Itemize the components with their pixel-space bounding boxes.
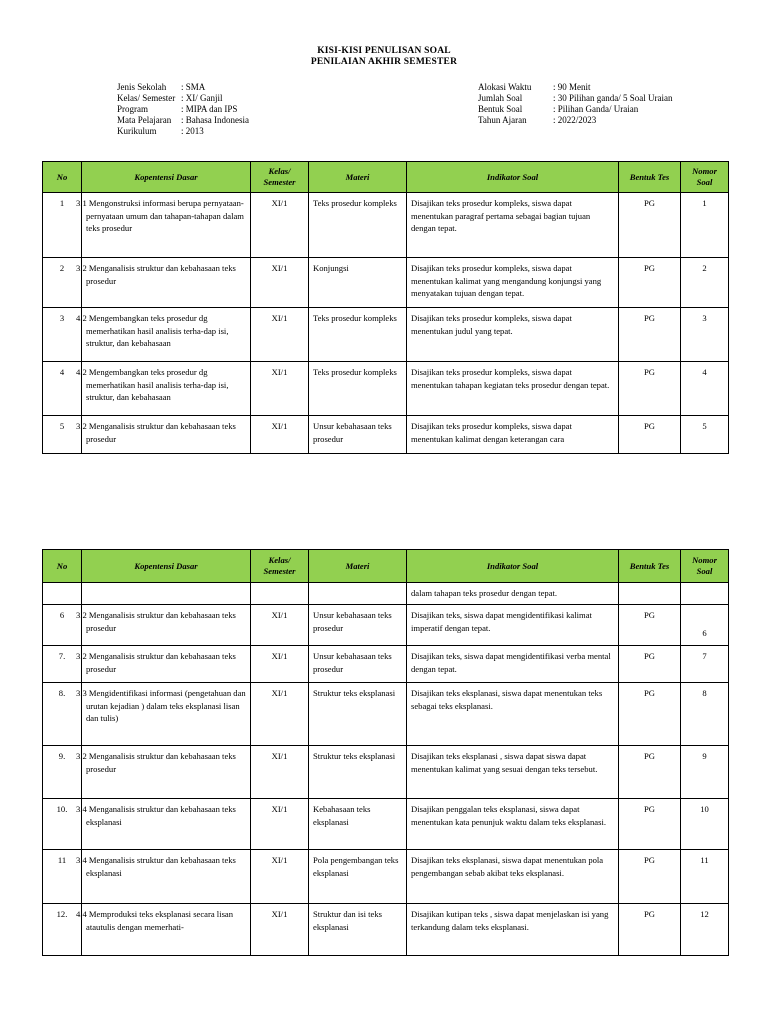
cell-kd: 3.1 Mengonstruksi informasi berupa pernyataan-pernyataan umum dan tahapan-tahapan dalam teks prosedur [82,193,251,258]
cell-kd: 3.2 Menganalisis struktur dan kebahasaan teks prosedur [82,416,251,454]
cell-bentuk: PG [619,416,681,454]
question-grid-table-2 [42,549,729,956]
cell-kd: 3.2 Menganalisis struktur dan kebahasaan teks prosedur [82,746,251,799]
cell-materi: Struktur dan isi teks eksplanasi [309,904,407,956]
cell-materi: Unsur kebahasaan teks prosedur [309,605,407,646]
cell-kelas: XI/1 [251,799,309,850]
cell-indikator: Disajikan teks prosedur kompleks, siswa dapat menentukan kalimat yang mengandung konjungsi yang menyatakan tujuan dengan tepat. [407,258,619,308]
table-row [43,362,729,416]
cell-materi: Kebahasaan teks eksplanasi [309,799,407,850]
table-row [43,904,729,956]
cell-nomor: 2 [681,258,729,308]
cell-indikator: Disajikan teks prosedur kompleks, siswa dapat menentukan kalimat dengan keterangan cara [407,416,619,454]
cell-kd [82,583,251,605]
cell-materi: Teks prosedur kompleks [309,308,407,362]
cell-nomor: 12 [681,904,729,956]
question-grid-table-1 [42,161,729,454]
info-row [478,115,672,126]
info-label: Jumlah Soal [478,93,523,103]
header-kelas: Kelas/ Semester [251,550,309,583]
cell-no: 10. [43,799,82,850]
cell-kelas: XI/1 [251,683,309,746]
table-row [43,799,729,850]
cell-nomor: 10 [681,799,729,850]
table-row [43,646,729,683]
header-kelas: Kelas/ Semester [251,162,309,193]
cell-kd: 3.2 Menganalisis struktur dan kebahasaan teks prosedur [82,258,251,308]
info-row [478,82,672,93]
info-label: Bentuk Soal [478,104,523,114]
table-row [43,746,729,799]
cell-bentuk: PG [619,646,681,683]
cell-no: 3 [43,308,82,362]
info-row [117,82,249,93]
header-indikator: Indikator Soal [407,162,619,193]
info-value: : 2022/2023 [553,115,597,125]
cell-materi [309,583,407,605]
cell-kd: 3.2 Menganalisis struktur dan kebahasaan teks prosedur [82,646,251,683]
cell-kelas: XI/1 [251,646,309,683]
cell-nomor: 7 [681,646,729,683]
info-value: : Pilihan Ganda/ Uraian [553,104,639,114]
info-row [117,104,249,115]
cell-materi: Pola pengembangan teks eksplanasi [309,850,407,904]
info-label: Kelas/ Semester [117,93,176,103]
cell-materi: Unsur kebahasaan teks prosedur [309,416,407,454]
cell-indikator: Disajikan teks eksplanasi, siswa dapat menentukan pola pengembangan sebab akibat teks eksplanasi. [407,850,619,904]
header-no: No [43,550,82,583]
info-label: Jenis Sekolah [117,82,167,92]
cell-materi: Struktur teks eksplanasi [309,746,407,799]
info-row [478,104,672,115]
cell-kelas: XI/1 [251,258,309,308]
cell-kd: 4.2 Mengembangkan teks prosedur dg memerhatikan hasil analisis terha-dap isi, struktur, dan kebahasaan [82,362,251,416]
info-value: : XI/ Ganjil [181,93,223,103]
cell-bentuk: PG [619,308,681,362]
header-bentuk: Bentuk Tes [619,162,681,193]
cell-indikator: Disajikan kutipan teks , siswa dapat menjelaskan isi yang terkandung dalam teks eksplanasi. [407,904,619,956]
cell-bentuk: PG [619,850,681,904]
cell-nomor: 3 [681,308,729,362]
cell-nomor: 6 [681,605,729,646]
info-value: : MIPA dan IPS [181,104,238,114]
info-block-right [478,82,672,126]
cell-indikator: Disajikan teks eksplanasi, siswa dapat menentukan teks sebagai teks eksplanasi. [407,683,619,746]
cell-kd: 4.2 Mengembangkan teks prosedur dg memerhatikan hasil analisis terha-dap isi, struktur, dan kebahasaan [82,308,251,362]
cell-indikator: Disajikan penggalan teks eksplanasi, siswa dapat menentukan kata penunjuk waktu dalam teks eksplanasi. [407,799,619,850]
cell-kelas: XI/1 [251,193,309,258]
cell-kelas: XI/1 [251,605,309,646]
document-title-line-1: KISI-KISI PENULISAN SOAL [317,46,451,56]
cell-kd: 3.4 Menganalisis struktur dan kebahasaan teks eksplanasi [82,799,251,850]
info-label: Kurikulum [117,126,157,136]
cell-indikator: Disajikan teks prosedur kompleks, siswa dapat menentukan judul yang tepat. [407,308,619,362]
info-row [117,115,249,126]
cell-kelas: XI/1 [251,362,309,416]
info-value: : Bahasa Indonesia [181,115,249,125]
header-nomor: Nomor Soal [681,550,729,583]
cell-kelas: XI/1 [251,308,309,362]
cell-no: 11 [43,850,82,904]
table-row [43,308,729,362]
header-materi: Materi [309,162,407,193]
cell-kelas: XI/1 [251,850,309,904]
table-row [43,416,729,454]
cell-no: 9. [43,746,82,799]
cell-nomor: 11 [681,850,729,904]
cell-indikator: Disajikan teks eksplanasi , siswa dapat siswa dapat menentukan kalimat yang sesuai dengan teks tersebut. [407,746,619,799]
cell-materi: Konjungsi [309,258,407,308]
header-bentuk: Bentuk Tes [619,550,681,583]
cell-materi: Teks prosedur kompleks [309,362,407,416]
cell-nomor: 8 [681,683,729,746]
cell-materi: Teks prosedur kompleks [309,193,407,258]
cell-no: 6 [43,605,82,646]
table-row [43,850,729,904]
header-nomor: Nomor Soal [681,162,729,193]
table-row [43,583,729,605]
cell-nomor: 4 [681,362,729,416]
cell-no [43,583,82,605]
cell-no: 1 [43,193,82,258]
cell-no: 2 [43,258,82,308]
header-kd: Kopentensi Dasar [82,162,251,193]
cell-bentuk: PG [619,746,681,799]
cell-bentuk: PG [619,799,681,850]
cell-nomor: 5 [681,416,729,454]
cell-bentuk [619,583,681,605]
info-label: Alokasi Waktu [478,82,532,92]
cell-bentuk: PG [619,683,681,746]
cell-nomor: 9 [681,746,729,799]
info-row [478,93,672,104]
document-title-line-2: PENILAIAN AKHIR SEMESTER [310,57,458,67]
table-row [43,193,729,258]
info-label: Mata Pelajaran [117,115,172,125]
header-kd: Kopentensi Dasar [82,550,251,583]
cell-no: 4 [43,362,82,416]
cell-kelas: XI/1 [251,904,309,956]
cell-kelas: XI/1 [251,416,309,454]
info-value: : SMA [181,82,206,92]
info-label: Program [117,104,148,114]
header-no: No [43,162,82,193]
cell-materi: Unsur kebahasaan teks prosedur [309,646,407,683]
info-value: : 30 Pilihan ganda/ 5 Soal Uraian [553,93,673,103]
info-label: Tahun Ajaran [478,115,527,125]
cell-kd: 3.3 Mengidentifikasi informasi (pengetahuan dan urutan kejadian ) dalam teks eksplanasi lisan dan tulis) [82,683,251,746]
cell-bentuk: PG [619,193,681,258]
table-row [43,258,729,308]
cell-bentuk: PG [619,904,681,956]
cell-no: 12. [43,904,82,956]
cell-nomor [681,583,729,605]
cell-bentuk: PG [619,362,681,416]
cell-no: 7. [43,646,82,683]
cell-bentuk: PG [619,258,681,308]
table-row [43,683,729,746]
table-row [43,605,729,646]
info-value: : 2013 [181,126,204,136]
cell-indikator: Disajikan teks prosedur kompleks, siswa dapat menentukan tahapan kegiatan teks prosedur dengan tepat. [407,362,619,416]
info-block-left [117,82,249,137]
cell-kd: 4.4 Memproduksi teks eksplanasi secara lisan atautulis dengan memerhati- [82,904,251,956]
cell-nomor: 1 [681,193,729,258]
header-materi: Materi [309,550,407,583]
cell-indikator: dalam tahapan teks prosedur dengan tepat. [407,583,619,605]
info-row [117,126,249,137]
cell-bentuk: PG [619,605,681,646]
header-indikator: Indikator Soal [407,550,619,583]
cell-kd: 3.4 Menganalisis struktur dan kebahasaan teks eksplanasi [82,850,251,904]
cell-indikator: Disajikan teks, siswa dapat mengidentifikasi kalimat imperatif dengan tepat. [407,605,619,646]
cell-kd: 3.2 Menganalisis struktur dan kebahasaan teks prosedur [82,605,251,646]
info-value: : 90 Menit [553,82,591,92]
cell-kelas: XI/1 [251,746,309,799]
cell-no: 5 [43,416,82,454]
cell-indikator: Disajikan teks, siswa dapat mengidentifikasi verba mental dengan tepat. [407,646,619,683]
cell-indikator: Disajikan teks prosedur kompleks, siswa dapat menentukan paragraf pertama sebagai bagian tujuan dengan tepat. [407,193,619,258]
info-row [117,93,249,104]
cell-materi: Struktur teks eksplanasi [309,683,407,746]
cell-no: 8. [43,683,82,746]
cell-kelas [251,583,309,605]
